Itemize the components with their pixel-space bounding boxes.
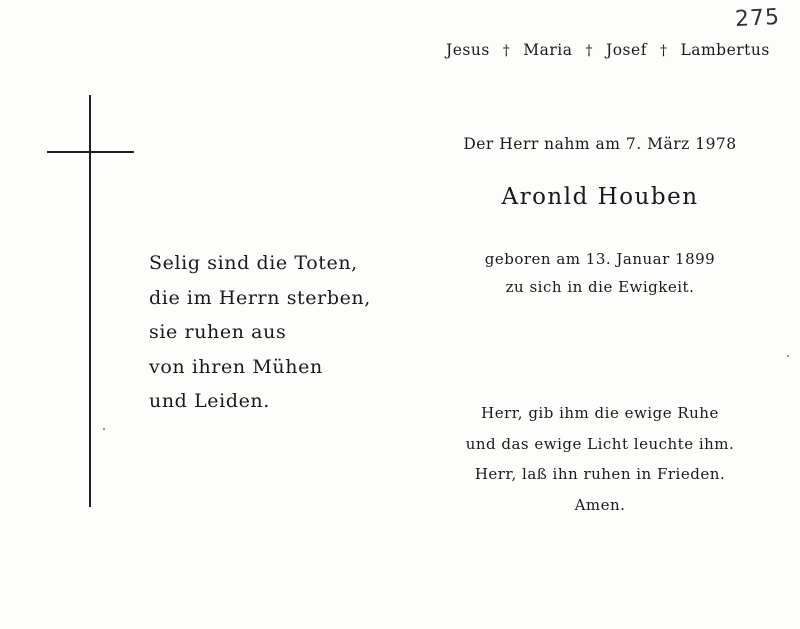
deceased-name: Aronld Houben bbox=[501, 184, 699, 210]
holy-name-lambertus: Lambertus bbox=[680, 41, 770, 59]
prayer-line: Herr, laß ihn ruhen in Frieden. bbox=[474, 465, 726, 483]
cross-separator-icon: † bbox=[585, 43, 594, 59]
prayer-line: Amen. bbox=[574, 495, 626, 514]
handwritten-card-number: 275 bbox=[734, 4, 781, 33]
holy-name-maria: Maria bbox=[523, 41, 573, 59]
cross-horizontal-bar bbox=[47, 151, 134, 153]
eternity-line: zu sich in die Ewigkeit. bbox=[505, 278, 695, 296]
prayer-line: Herr, gib ihm die ewige Ruhe bbox=[481, 404, 719, 422]
verse-line: Selig sind die Toten, bbox=[149, 252, 358, 274]
death-date-line: Der Herr nahm am 7. März 1978 bbox=[463, 135, 737, 153]
cross-separator-icon: † bbox=[502, 43, 511, 59]
verse-line: von ihren Mühen bbox=[149, 355, 323, 378]
holy-name-jesus: Jesus bbox=[446, 41, 490, 59]
cross-vertical-bar bbox=[89, 95, 91, 507]
verse-line: sie ruhen aus bbox=[149, 321, 287, 343]
birth-date-line: geboren am 13. Januar 1899 bbox=[484, 250, 716, 268]
paper-speck bbox=[787, 355, 789, 357]
cross-separator-icon: † bbox=[659, 43, 668, 59]
paper-speck bbox=[103, 428, 105, 430]
holy-name-josef: Josef bbox=[606, 41, 647, 59]
prayer-line: und das ewige Licht leuchte ihm. bbox=[465, 434, 735, 453]
beatitude-verse bbox=[149, 246, 371, 419]
closing-prayer bbox=[420, 398, 780, 520]
verse-line: und Leiden. bbox=[149, 390, 270, 412]
holy-names-header bbox=[446, 41, 770, 59]
verse-line: die im Herrn sterben, bbox=[149, 286, 371, 309]
